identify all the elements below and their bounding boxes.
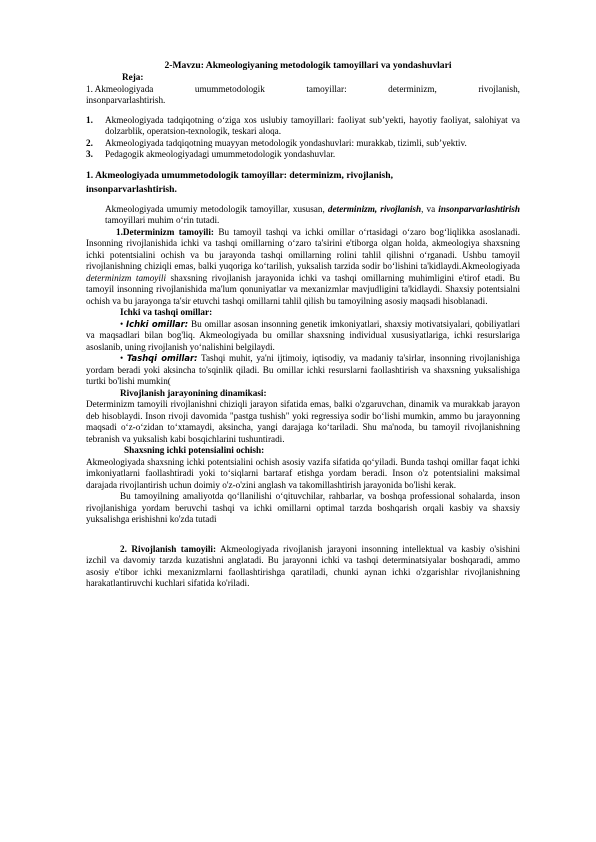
intro-text: Akmeologiyada umumiy metodologik tamoyillar, xususan, xyxy=(105,203,328,214)
bullet-colon: : xyxy=(184,318,189,329)
plan-item-number: 3. xyxy=(86,149,93,159)
omillar-heading: Ichki va tashqi omillar: xyxy=(120,307,213,317)
page-title: 2-Mavzu: Akmeologiyaning metodologik tamoyillari va yondashuvlari xyxy=(164,60,452,71)
bullet-icon: • xyxy=(120,318,124,329)
plan-item-number: 1. xyxy=(86,114,93,125)
plan-word: umummetodologik xyxy=(194,83,265,94)
intro-paragraph xyxy=(86,204,520,227)
plan-item xyxy=(86,138,520,150)
determinizm-label: 1.Determinizm tamoyili: xyxy=(116,226,214,237)
plan-item-text: Pedagogik akmeologiyadagi umummetodologik yondashuvlar. xyxy=(105,149,336,159)
bullet-label: Ichki omillar xyxy=(126,318,185,329)
plan-word: determinizm, xyxy=(388,83,437,94)
plan-word: tamoyillar: xyxy=(306,83,347,94)
determinizm-term: determinizm tamoyili xyxy=(86,272,167,283)
plan-item xyxy=(86,149,520,161)
dinamika-heading: Rivojlanish jarayonining dinamikasi: xyxy=(120,387,267,398)
bullet-tashqi xyxy=(86,353,520,388)
potensial-paragraph: Akmeologiyada shaxsning ichki potentsialini ochish asosiy vazifa sifatida qo‘yiladi. Bunda tashqi omillar faqat ichki imkoniyatlarni faollashtiradi yoki to‘siqlarni bartaraf etishga yordam beradi. Inson o'z potentsialini maksimal darajada rivojlantirish uchun doimiy o'z-o'zini anglash va takomillashtirish jarayonida bo'lishi kerak. xyxy=(86,456,520,490)
dinamika-paragraph: Determinizm tamoyili rivojlanishni chiziqli jarayon sifatida emas, balki o'zgaruvchan, dinamik va murakkab jarayon deb hisoblaydi. Inson rivoji davomida "pastga tushish" yoki regressiya sodir bo‘lishi mumkin, ammo bu jarayonning maqsadi o‘z-o‘zidan to‘xtamaydi, aksincha, yangi darajaga ko‘tariladi. Shu ma'noda, bu tamoyil rivojlanishning tebranish va yuksalish kabi bosqichlarini tushuntiradi. xyxy=(86,399,520,444)
plan-word: rivojlanish, xyxy=(478,83,520,94)
intro-term: insonparvarlashtirish xyxy=(438,203,520,214)
bullet-label: Tashqi omillar xyxy=(126,353,195,363)
amaliyot-paragraph: Bu tamoyilning amaliyotda qo‘llanilishi o‘qituvchilar, rahbarlar, va boshqa professional sohalarda, inson rivojlanishiga yordam beruvchi tashqi va ichki omillarni optimal tarzda boshqarish orqali kasbiy va shaxsiy yuksalishga erishishni ko'zda tutadi xyxy=(86,491,520,524)
plan-item-text: Akmeologiyada tadqiqotning o‘ziga xos uslubiy tamoyillari: faoliyat sub’yekti, hayotiy faoliyat, salohiyat va dolzarblik, operatsion-texnologik, teskari aloqa. xyxy=(105,114,520,136)
intro-terms: determinizm, rivojlanish xyxy=(327,203,422,214)
bullet-ichki xyxy=(86,319,520,354)
determinizm-paragraph xyxy=(86,227,520,308)
bullet-colon: : xyxy=(194,353,198,363)
intro-text: tamoyillari muhim o‘rin tutadi. xyxy=(105,215,220,225)
document-page xyxy=(86,60,520,590)
plan-word: 1. Akmeologiyada xyxy=(86,83,154,94)
plan-item xyxy=(86,115,520,138)
bullet-text: Bu omillar asosan insonning genetik imkoniyatlari, shaxsiy motivatsiyalari, qobiliyatlari va maqsadlari bilan bog'liq. Akmeologiyada bu omillar shaxsning individual xususiyatlariga, ichki resurslariga asoslanib, uning rivojlanish yo‘nalishini belgilaydi. xyxy=(86,318,520,352)
plan-item-number: 2. xyxy=(86,137,93,148)
rivojlanish-label: 2. Rivojlanish tamoyili: xyxy=(120,543,217,554)
intro-text: , va xyxy=(421,203,439,214)
determinizm-text: shaxsning rivojlanish jarayonida ichki va tashqi omillarning muhimligini e'tirof etadi. Bu tamoyil insonning rivojlanishida ma'lum qonuniyatlar va mexanizmlar mavjudligini ta'kidlaydi. Shaxsiy potentsialni ochish va bu jarayonga ta'sir etuvchi tashqi omillarni tahlil qilish bu tamoyilning asosiy maqsadi hisoblanadi. xyxy=(86,272,520,306)
plan-first-line xyxy=(86,84,520,96)
plan-first-line2: insonparvarlashtirish. xyxy=(86,95,166,105)
bullet-text: Tashqi muhit, ya'ni ijtimoiy, iqtisodiy, va madaniy ta'sirlar, insonning rivojlanishiga yordam beradi yoki aksincha to'sqinlik qiladi. Bu omillar ichki resurslarni faollashtirish va shaxsning yuksalishiga turtki bo'lishi mumkin( xyxy=(86,353,520,386)
determinizm-text: Bu tamoyil tashqi va ichki omillar o‘rtasidagi o‘zaro bog‘liqlikka asoslanadi. Insonning rivojlanishida ichki va tashqi omillarning o‘zaro ta'sirini e'tiborga olgan holda, akmeologiya shaxsning ichki potentsialini ochish va bu jarayonda tashqi omillarning rolini tahlil qilishni o‘rganadi. Ushbu tamoyil rivojlanishning chiziqli emas, balki yuqoriga ko‘tarilish, yuksalish tarzida sodir bo‘lishini ta'kidlaydi.Akmeologiyada xyxy=(86,226,520,271)
rivojlanish-paragraph xyxy=(86,544,520,590)
plan-list xyxy=(86,115,520,161)
plan-label: Reja: xyxy=(122,72,144,82)
section-heading: 1. Akmeologiyada umummetodologik tamoyillar: determinizm, rivojlanish, insonparvarlashtirish. xyxy=(86,169,393,195)
rivojlanish-text: Akmeologiyada rivojlanish jarayoni insonning intellektual va kasbiy o'sishini izchil va davomiy tarzda kuzatishni anglatadi. Bu jarayonni ichki va tashqi determinatsiyalar boshqaradi, ammo asosiy e'tibor ichki mexanizmlarni faollashtirishga qaratiladi, chunki aynan ichki o'zgarishlar rivojlanishning harakatlantiruvchi kuchlari sifatida ko'riladi. xyxy=(86,543,520,588)
potensial-heading: Shaxsning ichki potensialini ochish: xyxy=(124,445,265,455)
plan-item-text: Akmeologiyada tadqiqotning muayyan metodologik yondashuvlari: murakkab, tizimli, sub’yektiv. xyxy=(105,137,467,148)
bullet-icon: • xyxy=(120,353,124,363)
